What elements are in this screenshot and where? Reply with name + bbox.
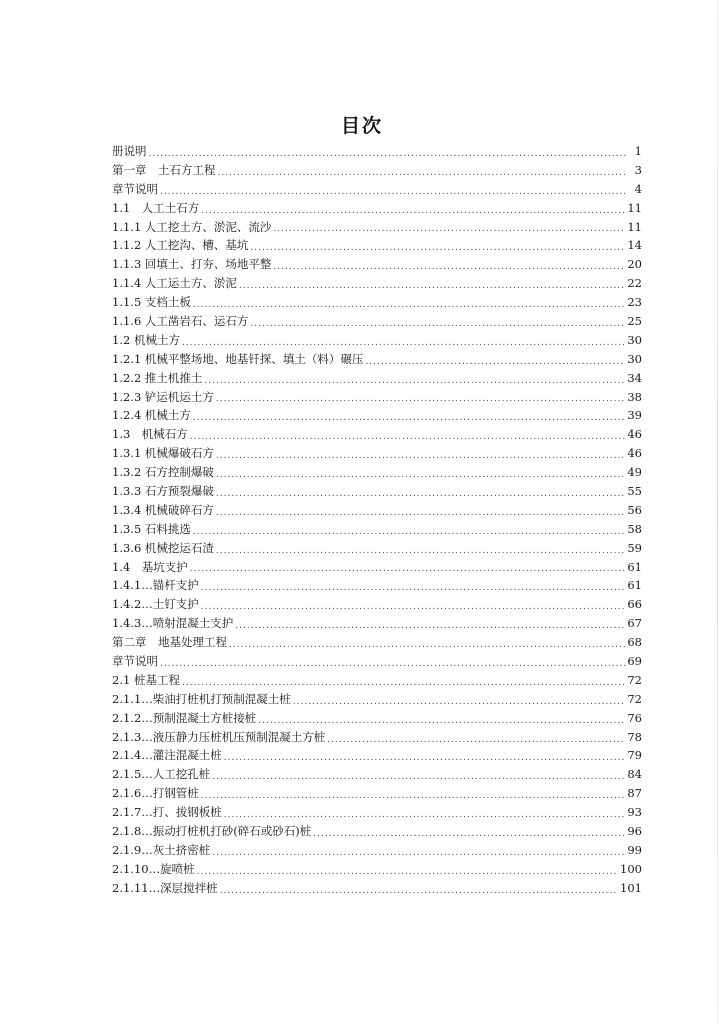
toc-entry: [112, 350, 642, 369]
dot-leader: [193, 298, 625, 312]
dot-leader: [201, 600, 626, 614]
dot-leader: [201, 789, 626, 803]
toc-entry-label: 2.1.4…灌注混凝土桩: [112, 748, 222, 763]
toc-entry-label: 1.4 基坑支护: [112, 559, 188, 574]
dot-leader: [313, 827, 625, 841]
toc-entry-label: 1.1 人工土石方: [112, 200, 200, 215]
dot-leader: [235, 619, 625, 633]
toc-entry: [112, 709, 642, 728]
dot-leader: [190, 430, 626, 444]
page-edge-shadow: [717, 0, 718, 1024]
toc-entry-label: 1.1.2 人工挖沟、槽、基坑: [112, 238, 249, 253]
dot-leader: [204, 374, 625, 388]
toc-entry-label: 1.3.3 石方预裂爆破: [112, 484, 214, 499]
dot-leader: [212, 770, 625, 784]
toc-page-number: 66: [627, 597, 642, 612]
toc-entry: [112, 879, 642, 898]
toc-page-number: 23: [627, 295, 642, 310]
toc-entry-label: 第一章 土石方工程: [112, 162, 216, 177]
toc-page-number: 67: [627, 616, 642, 631]
toc-entry-label: 册说明: [112, 143, 147, 158]
dot-leader: [216, 468, 625, 482]
toc-page-number: 4: [634, 181, 642, 196]
dot-leader: [201, 581, 626, 595]
dot-leader: [160, 185, 626, 199]
dot-leader: [216, 506, 625, 520]
toc-entry: [112, 274, 642, 293]
dot-leader: [216, 544, 625, 558]
toc-entry-label: 1.2.3 铲运机运土方: [112, 389, 214, 404]
toc-entry-label: 1.3.4 机械破碎石方: [112, 502, 214, 517]
toc-page-number: 72: [627, 672, 642, 687]
toc-page-number: 61: [627, 578, 642, 593]
toc-page-number: 20: [627, 257, 642, 272]
toc-entry: [112, 331, 642, 350]
toc-entry-label: 1.3.2 石方控制爆破: [112, 465, 214, 480]
toc-entry-label: 2.1.10…旋喷桩: [112, 861, 195, 876]
toc-page-number: 72: [627, 691, 642, 706]
toc-page-number: 49: [627, 465, 642, 480]
toc-page-number: 58: [627, 521, 642, 536]
dot-leader: [220, 884, 618, 898]
toc-entry-label: 2.1.5…人工挖孔桩: [112, 767, 211, 782]
toc-page-number: 87: [627, 786, 642, 801]
dot-leader: [224, 751, 626, 765]
dot-leader: [190, 562, 626, 576]
toc-entry: [112, 822, 642, 841]
dot-leader: [327, 733, 625, 747]
toc-page-number: 30: [627, 332, 642, 347]
dot-leader: [293, 695, 626, 709]
dot-leader: [212, 846, 625, 860]
toc-entry-label: 1.3.5 石料挑选: [112, 521, 191, 536]
toc-entry: [112, 255, 642, 274]
toc-entry: [112, 860, 642, 879]
toc-page-number: 22: [627, 276, 642, 291]
toc-entry-label: 2.1 桩基工程: [112, 672, 180, 687]
toc-entry-label: 1.1.3 回填土、打夯、场地平整: [112, 257, 272, 272]
toc-entry-label: 2.1.3…液压静力压桩机压预制混凝土方桩: [112, 729, 326, 744]
dot-leader: [149, 147, 627, 161]
dot-leader: [273, 260, 625, 274]
toc-page-number: 76: [627, 710, 642, 725]
dot-leader: [273, 222, 625, 236]
toc-entry: [112, 199, 642, 218]
dot-leader: [224, 808, 626, 822]
page-title: 目次: [340, 115, 383, 137]
toc-entry-label: 1.2.2 推土机推土: [112, 370, 203, 385]
toc-entry: [112, 803, 642, 822]
dot-leader: [218, 166, 627, 180]
toc-page-number: 93: [627, 805, 642, 820]
toc-page-number: 39: [627, 408, 642, 423]
dot-leader: [160, 657, 625, 671]
dot-leader: [250, 241, 625, 255]
toc-entry: [112, 463, 642, 482]
toc-entry: [112, 765, 642, 784]
toc-entry: [112, 425, 642, 444]
toc-entry: [112, 482, 642, 501]
toc-page-number: 68: [627, 635, 642, 650]
dot-leader: [365, 355, 625, 369]
toc-page-number: 79: [627, 748, 642, 763]
dot-leader: [182, 336, 625, 350]
toc-entry-label: 2.1.11…深层搅拌桩: [112, 880, 218, 895]
toc-entry: [112, 728, 642, 747]
toc-entry: [112, 747, 642, 766]
toc-entry-label: 1.3.6 机械挖运石渣: [112, 540, 214, 555]
toc-page-number: 14: [627, 238, 642, 253]
toc-entry: [112, 293, 642, 312]
toc-page-number: 3: [634, 162, 642, 177]
toc-entry-label: 章节说明: [112, 654, 158, 669]
toc-page-number: 38: [627, 389, 642, 404]
table-of-contents: [112, 142, 642, 898]
toc-entry-label: 2.1.7…打、拔钢板桩: [112, 805, 222, 820]
toc-page-number: 84: [627, 767, 642, 782]
toc-entry: [112, 614, 642, 633]
dot-leader: [182, 676, 625, 690]
toc-entry-label: 2.1.6…打钢管桩: [112, 786, 199, 801]
toc-entry: [112, 784, 642, 803]
toc-entry-label: 1.3.1 机械爆破石方: [112, 446, 214, 461]
toc-entry: [112, 595, 642, 614]
toc-page-number: 34: [627, 370, 642, 385]
toc-page-number: 100: [620, 861, 642, 876]
toc-entry-label: 1.1.6 人工凿岩石、运石方: [112, 314, 249, 328]
toc-entry-label: 1.4.2…土钉支护: [112, 597, 199, 612]
toc-entry: [112, 388, 642, 407]
toc-page-number: 96: [627, 824, 642, 839]
toc-entry: [112, 520, 642, 539]
dot-leader: [193, 411, 625, 425]
toc-page-number: 61: [627, 559, 642, 574]
toc-entry: [112, 690, 642, 709]
toc-page-number: 1: [634, 143, 642, 158]
toc-page-number: 46: [627, 446, 642, 461]
toc-entry-label: 1.2 机械土方: [112, 332, 180, 347]
toc-entry-label: 1.4.3…喷射混凝土支护: [112, 616, 234, 631]
toc-entry-label: 2.1.1…柴油打桩机打预制混凝土桩: [112, 691, 291, 706]
toc-entry-label: 2.1.8…振动打桩机打砂(碎石或砂石)桩: [112, 824, 312, 839]
toc-entry: [112, 161, 642, 180]
toc-page-number: 99: [627, 842, 642, 857]
toc-page-number: 30: [627, 351, 642, 366]
dot-leader: [193, 525, 625, 539]
toc-entry: [112, 369, 642, 388]
dot-leader: [229, 638, 625, 652]
toc-entry: [112, 501, 642, 520]
toc-page-number: 46: [627, 427, 642, 442]
dot-leader: [201, 204, 625, 218]
dot-leader: [216, 449, 625, 463]
toc-entry-label: 章节说明: [112, 181, 158, 196]
dot-leader: [239, 279, 625, 293]
toc-entry: [112, 312, 642, 331]
toc-entry-label: 1.1.5 支档土板: [112, 295, 191, 310]
toc-page-number: 56: [627, 502, 642, 517]
toc-page-number: 59: [627, 540, 642, 555]
toc-page-number: 78: [627, 729, 642, 744]
toc-page-number: 101: [620, 880, 642, 895]
toc-entry-label: 1.2.1 机械平整场地、地基钎探、填土（料）碾压: [112, 351, 364, 366]
toc-entry: [112, 576, 642, 595]
toc-entry: [112, 180, 642, 199]
toc-page-number: 55: [627, 484, 642, 499]
toc-entry: [112, 558, 642, 577]
toc-entry: [112, 236, 642, 255]
toc-page-number: 11: [627, 219, 642, 234]
toc-page-number: 69: [627, 654, 642, 669]
toc-entry-label: 1.4.1…锚杆支护: [112, 578, 199, 593]
dot-leader: [258, 714, 625, 728]
dot-leader: [216, 487, 625, 501]
toc-entry: [112, 633, 642, 652]
toc-entry-label: 2.1.2…预制混凝土方桩接桩: [112, 710, 257, 725]
toc-page-number: 25: [627, 314, 642, 328]
toc-entry-label: 1.3 机械石方: [112, 427, 188, 442]
toc-entry-label: 第二章 地基处理工程: [112, 635, 227, 650]
toc-entry-label: 1.1.4 人工运土方、淤泥: [112, 276, 237, 291]
toc-entry-label: 1.2.4 机械土方: [112, 408, 191, 423]
toc-entry: [112, 406, 642, 425]
toc-entry: [112, 841, 642, 860]
toc-entry: [112, 539, 642, 558]
dot-leader: [197, 865, 618, 879]
dot-leader: [250, 317, 625, 331]
toc-entry-label: 2.1.9…灰土挤密桩: [112, 842, 211, 857]
toc-page-number: 11: [627, 200, 642, 215]
dot-leader: [216, 392, 625, 406]
toc-entry: [112, 218, 642, 237]
toc-entry: [112, 671, 642, 690]
toc-entry: [112, 444, 642, 463]
toc-entry: [112, 142, 642, 161]
toc-entry: [112, 652, 642, 671]
toc-entry-label: 1.1.1 人工挖土方、淤泥、流沙: [112, 219, 272, 234]
